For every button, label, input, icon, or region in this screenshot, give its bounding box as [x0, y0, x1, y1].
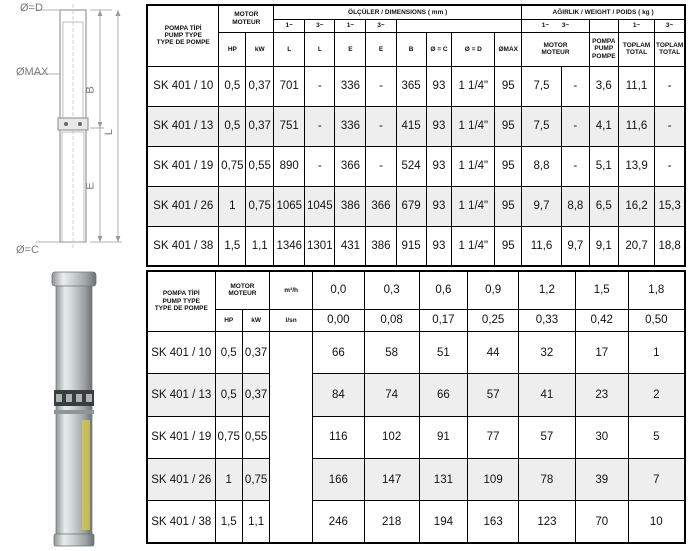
weight-pump: 3,6 [589, 66, 618, 106]
header-weight-total-3: TOPLAM TOTAL [655, 32, 685, 66]
dimension-label-d: Ø=D [20, 2, 43, 14]
header-weight: AĞIRLIK / WEIGHT / POIDS ( kg ) [522, 5, 685, 19]
dimension-label-c: Ø=C [16, 244, 39, 256]
header-pump-type: POMPA TİPİ PUMP TYPE TYPE DE POMPE [147, 271, 215, 331]
head-axis-label [270, 331, 313, 543]
length-e-3ph: - [366, 66, 396, 106]
head-value: 58 [364, 331, 419, 373]
table-row [147, 186, 685, 226]
head-value: 77 [468, 416, 519, 458]
motor-hp: 0,75 [219, 146, 246, 186]
head-value: 5 [628, 416, 685, 458]
length-e-1ph: 386 [335, 186, 366, 226]
weight-total-1ph: 11,1 [618, 66, 655, 106]
motor-hp: 0,5 [219, 66, 246, 106]
head-value: 39 [575, 458, 628, 500]
head-value: 7 [628, 458, 685, 500]
motor-kw: 0,75 [242, 458, 269, 500]
performance-table [146, 270, 686, 544]
length-e-3ph: 366 [366, 186, 396, 226]
length-l-1ph: 701 [274, 66, 305, 106]
diameter-d: 1 1/4" [452, 106, 495, 146]
table-row [147, 458, 685, 500]
length-e-3ph: 386 [366, 226, 396, 266]
flow-m3h: 1,2 [519, 271, 576, 309]
motor-kw: 0,75 [246, 186, 274, 226]
length-b: 365 [396, 66, 426, 106]
table-row [147, 331, 685, 373]
length-e-1ph: 431 [335, 226, 366, 266]
head-value: 30 [575, 416, 628, 458]
head-value: 84 [312, 374, 364, 416]
motor-hp: 0,5 [219, 106, 246, 146]
header-motor: MOTOR MOTEUR [219, 5, 274, 32]
head-value: 70 [575, 501, 628, 543]
diameter-d: 1 1/4" [452, 186, 495, 226]
motor-hp: 0,5 [215, 374, 242, 416]
unit-l3: L [305, 32, 335, 66]
weight-total-3ph: 18,8 [655, 226, 685, 266]
weight-pump: 6,5 [589, 186, 618, 226]
diameter-c: 93 [426, 66, 452, 106]
phase-3-e: 3~ [366, 19, 396, 32]
model-name: SK 401 / 13 [147, 374, 215, 416]
weight-total-1ph: 11,6 [618, 106, 655, 146]
motor-kw: 1,1 [246, 226, 274, 266]
length-b: 679 [396, 186, 426, 226]
model-name: SK 401 / 38 [147, 501, 215, 543]
pump-outline-diagram [0, 0, 140, 262]
weight-total-3ph: - [655, 106, 685, 146]
unit-kw: kW [242, 309, 269, 331]
head-value: 41 [519, 374, 576, 416]
motor-kw: 0,37 [246, 66, 274, 106]
table-row [147, 226, 685, 266]
head-value: 116 [312, 416, 364, 458]
header-pump-type: POMPA TİPİ PUMP TYPE TYPE DE POMPE [147, 5, 219, 66]
head-value: 32 [519, 331, 576, 373]
length-b: 915 [396, 226, 426, 266]
unit-hp: HP [219, 32, 246, 66]
header-weight-pump: POMPA PUMP POMPE [589, 32, 618, 66]
flow-m3h: 0,3 [364, 271, 419, 309]
motor-kw: 0,37 [242, 331, 269, 373]
dimension-label-l: L [103, 128, 116, 136]
head-value: 78 [519, 458, 576, 500]
head-value: 102 [364, 416, 419, 458]
weight-pump: 9,1 [589, 226, 618, 266]
length-e-1ph: 336 [335, 106, 366, 146]
pump-dimension-drawing [0, 0, 140, 262]
header-weight-total-1: TOPLAM TOTAL [618, 32, 655, 66]
head-value: 1 [628, 331, 685, 373]
weight-total-1ph: 13,9 [618, 146, 655, 186]
dimension-label-max: ØMAX [16, 66, 49, 78]
diameter-max: 95 [495, 186, 522, 226]
model-name: SK 401 / 19 [147, 146, 219, 186]
head-value: 246 [312, 501, 364, 543]
diameter-c: 93 [426, 146, 452, 186]
head-value: 123 [519, 501, 576, 543]
header-motor: MOTOR MOTEUR [215, 271, 270, 309]
length-l-3ph: 1301 [305, 226, 335, 266]
phase-1-e: 1~ [335, 19, 366, 32]
flow-m3h: 1,5 [575, 271, 628, 309]
length-l-3ph: 1045 [305, 186, 335, 226]
dimension-label-e: E [84, 182, 97, 190]
head-value: 57 [519, 416, 576, 458]
head-value: 44 [468, 331, 519, 373]
weight-motor-1ph: 7,5 [522, 106, 562, 146]
head-value: 194 [419, 501, 468, 543]
weight-motor-3ph: - [561, 106, 589, 146]
diameter-c: 93 [426, 106, 452, 146]
pump-product-image [44, 270, 104, 551]
table-row [147, 416, 685, 458]
length-b: 415 [396, 106, 426, 146]
weight-total-3ph: - [655, 66, 685, 106]
head-value: 2 [628, 374, 685, 416]
head-value: 147 [364, 458, 419, 500]
weight-motor-3ph: - [561, 146, 589, 186]
table-row [147, 501, 685, 543]
phase-1-l: 1~ [274, 19, 305, 32]
diameter-c: 93 [426, 226, 452, 266]
unit-m3h: m³/h [270, 271, 313, 309]
head-value: 51 [419, 331, 468, 373]
flow-lsn: 0,17 [419, 309, 468, 331]
unit-e1: E [335, 32, 366, 66]
unit-kw: kW [246, 32, 274, 66]
flow-m3h: 1,8 [628, 271, 685, 309]
length-l-1ph: 1346 [274, 226, 305, 266]
flow-m3h: 0,0 [312, 271, 364, 309]
length-e-1ph: 366 [335, 146, 366, 186]
unit-d: Ø = D [452, 32, 495, 66]
head-value: 109 [468, 458, 519, 500]
model-name: SK 401 / 10 [147, 66, 219, 106]
motor-kw: 0,55 [242, 416, 269, 458]
dimension-label-b: B [84, 86, 97, 94]
weight-total-1ph: 20,7 [618, 226, 655, 266]
weight-motor-3ph: 9,7 [561, 226, 589, 266]
weight-total-3ph: - [655, 146, 685, 186]
head-value: 218 [364, 501, 419, 543]
dimensions-weights-table [146, 4, 686, 267]
length-l-3ph: - [305, 146, 335, 186]
flow-lsn: 0,25 [468, 309, 519, 331]
model-name: SK 401 / 26 [147, 458, 215, 500]
flow-m3h: 0,9 [468, 271, 519, 309]
unit-c: Ø = C [426, 32, 452, 66]
table-row [147, 66, 685, 106]
motor-hp: 1 [219, 186, 246, 226]
unit-e3: E [366, 32, 396, 66]
table-row [147, 106, 685, 146]
head-value: 66 [312, 331, 364, 373]
model-name: SK 401 / 13 [147, 106, 219, 146]
weight-motor-3ph: 8,8 [561, 186, 589, 226]
weight-motor-1ph: 8,8 [522, 146, 562, 186]
model-name: SK 401 / 19 [147, 416, 215, 458]
flow-lsn: 0,08 [364, 309, 419, 331]
diameter-d: 1 1/4" [452, 66, 495, 106]
table-row [147, 146, 685, 186]
head-value: 10 [628, 501, 685, 543]
model-name: SK 401 / 38 [147, 226, 219, 266]
weight-pump: 5,1 [589, 146, 618, 186]
diameter-max: 95 [495, 106, 522, 146]
weight-motor-1ph: 9,7 [522, 186, 562, 226]
length-l-1ph: 890 [274, 146, 305, 186]
motor-kw: 1,1 [242, 501, 269, 543]
head-value: 66 [419, 374, 468, 416]
unit-hp: HP [215, 309, 242, 331]
motor-hp: 1,5 [215, 501, 242, 543]
diameter-d: 1 1/4" [452, 146, 495, 186]
flow-lsn: 0,42 [575, 309, 628, 331]
unit-lsn: l/sn [270, 309, 313, 331]
phase-total-3: 3~ [655, 19, 685, 32]
motor-hp: 1 [215, 458, 242, 500]
motor-kw: 0,55 [246, 146, 274, 186]
motor-hp: 0,75 [215, 416, 242, 458]
table-row [147, 374, 685, 416]
length-l-3ph: - [305, 66, 335, 106]
phase-motor: 1~ 3~ [522, 19, 590, 32]
diameter-max: 95 [495, 226, 522, 266]
model-name: SK 401 / 26 [147, 186, 219, 226]
flow-lsn: 0,00 [312, 309, 364, 331]
head-value: 166 [312, 458, 364, 500]
weight-pump: 4,1 [589, 106, 618, 146]
header-dimensions: ÖLÇÜLER / DIMENSIONS ( mm ) [274, 5, 522, 19]
phase-total-1: 1~ [618, 19, 655, 32]
length-e-1ph: 336 [335, 66, 366, 106]
head-value: 57 [468, 374, 519, 416]
head-value: 163 [468, 501, 519, 543]
head-value: 17 [575, 331, 628, 373]
weight-motor-3ph: - [561, 66, 589, 106]
diameter-max: 95 [495, 146, 522, 186]
head-value: 91 [419, 416, 468, 458]
head-value: 131 [419, 458, 468, 500]
pump-illustration [44, 270, 104, 551]
motor-hp: 0,5 [215, 331, 242, 373]
header-weight-motor: MOTOR MOTEUR [522, 32, 590, 66]
diameter-c: 93 [426, 186, 452, 226]
weight-total-3ph: 15,3 [655, 186, 685, 226]
length-l-3ph: - [305, 106, 335, 146]
length-e-3ph: - [366, 146, 396, 186]
model-name: SK 401 / 10 [147, 331, 215, 373]
length-l-1ph: 751 [274, 106, 305, 146]
weight-total-1ph: 16,2 [618, 186, 655, 226]
diameter-d: 1 1/4" [452, 226, 495, 266]
flow-lsn: 0,33 [519, 309, 576, 331]
weight-motor-1ph: 7,5 [522, 66, 562, 106]
length-l-1ph: 1065 [274, 186, 305, 226]
unit-l1: L [274, 32, 305, 66]
diameter-max: 95 [495, 66, 522, 106]
unit-max: ØMAX [495, 32, 522, 66]
weight-motor-1ph: 11,6 [522, 226, 562, 266]
unit-b: B [396, 32, 426, 66]
head-value: 23 [575, 374, 628, 416]
flow-lsn: 0,50 [628, 309, 685, 331]
motor-kw: 0,37 [242, 374, 269, 416]
phase-3-l: 3~ [305, 19, 335, 32]
motor-hp: 1,5 [219, 226, 246, 266]
head-value: 74 [364, 374, 419, 416]
flow-m3h: 0,6 [419, 271, 468, 309]
motor-kw: 0,37 [246, 106, 274, 146]
length-e-3ph: - [366, 106, 396, 146]
length-b: 524 [396, 146, 426, 186]
